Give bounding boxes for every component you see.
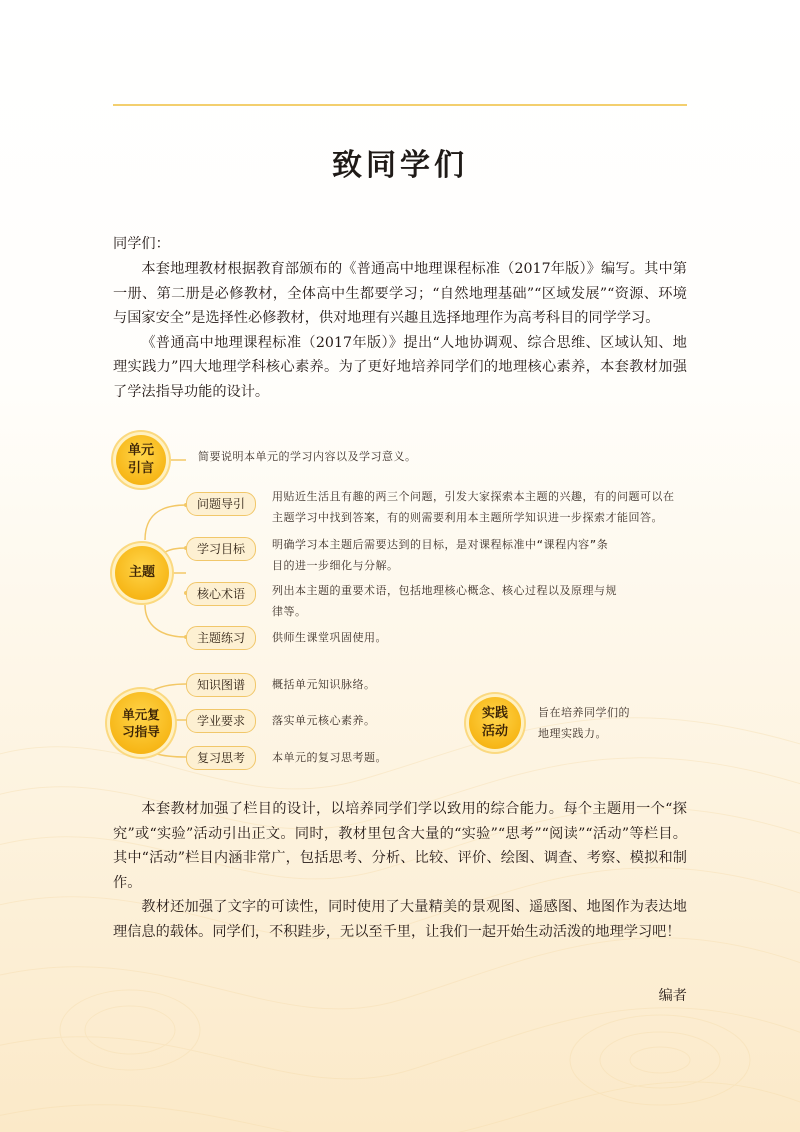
- unit-review-circle: [110, 692, 172, 754]
- topic-item-practice: 主题练习: [186, 626, 256, 650]
- salutation: 同学们：: [113, 236, 170, 252]
- topic-circle: [115, 546, 169, 600]
- page-title: 致同学们: [332, 148, 468, 183]
- topic-item-practice-desc: 供师生课堂巩固使用。: [272, 631, 387, 644]
- unit-intro-desc: 简要说明本单元的学习内容以及学习意义。: [198, 450, 417, 463]
- topic-item-question-guide-desc: [272, 486, 675, 528]
- intro-paragraph-1: 本套地理教材根据教育部颁布的《普通高中地理课程标准（2017年版）》编写。其中第一册、第二册是必修教材，全体高中生都要学习；“自然地理基础”“区域发展”“资源、环境与国家安全”是选择性必修教材，供对地理有兴趣且选择地理作为高考科目的同学学习。: [113, 261, 687, 326]
- unit-intro-label: 单元 引言: [127, 443, 154, 476]
- topic-item-question-guide: 问题导引: [186, 492, 256, 516]
- review-item-knowledge-map-desc: 概括单元知识脉络。: [272, 678, 376, 691]
- topic-item-learning-goals-desc: [272, 534, 608, 576]
- unit-intro-circle: [116, 435, 166, 485]
- review-item-requirements: 学业要求: [186, 709, 256, 733]
- topic-item-learning-goals: 学习目标: [186, 537, 256, 561]
- desc-line: 用贴近生活且有趣的两三个问题，引发大家探索本主题的兴趣，有的问题可以在: [272, 490, 675, 503]
- desc-line: 地理实践力。: [538, 727, 607, 740]
- intro-paragraph-2: 《普通高中地理课程标准（2017年版）》提出“人地协调观、综合思维、区域认知、地理实践力”四大地理学科核心素养。为了更好地培养同学们的地理核心素养，本套教材加强了学法指导功能的设计。: [113, 334, 687, 400]
- practice-activity-circle: [469, 697, 521, 749]
- topic-item-core-terms-desc: [272, 580, 617, 622]
- outro-paragraph-1: 本套教材加强了栏目的设计，以培养同学们学以致用的综合能力。每个主题用一个“探究”或“实验”活动引出正文。同时，教材里包含大量的“实验”“思考”“阅读”“活动”等栏目。其中“活动”栏目内涵非常广，包括思考、分析、比较、评价、绘图、调查、考察、模拟和制作。: [113, 801, 687, 891]
- review-item-reflection: 复习思考: [186, 746, 256, 770]
- review-item-reflection-desc: 本单元的复习思考题。: [272, 751, 387, 764]
- desc-line: 列出本主题的重要术语，包括地理核心概念、核心过程以及原理与规: [272, 584, 617, 597]
- desc-line: 律等。: [272, 605, 307, 618]
- signature: 编者: [658, 988, 687, 1004]
- review-item-knowledge-map: 知识图谱: [186, 673, 256, 697]
- practice-activity-label: 实践 活动: [481, 706, 508, 739]
- practice-activity-desc: [538, 702, 630, 744]
- topic-label: 主题: [128, 565, 155, 580]
- desc-line: 主题学习中找到答案，有的则需要利用本主题所学知识进一步探索才能回答。: [272, 511, 663, 524]
- outro-paragraph-2: 教材还加强了文字的可读性，同时使用了大量精美的景观图、遥感图、地图作为表达地理信息的载体。同学们，不积跬步，无以至千里，让我们一起开始生动活泼的地理学习吧！: [113, 899, 687, 940]
- review-item-requirements-desc: 落实单元核心素养。: [272, 714, 376, 727]
- desc-line: 目的进一步细化与分解。: [272, 559, 399, 572]
- desc-line: 旨在培养同学们的: [538, 706, 630, 719]
- outro-text: [113, 797, 687, 944]
- desc-line: 明确学习本主题后需要达到的目标，是对课程标准中“课程内容”条: [272, 538, 609, 551]
- topic-item-core-terms: 核心术语: [186, 582, 256, 606]
- unit-review-label: 单元复 习指导: [122, 707, 160, 739]
